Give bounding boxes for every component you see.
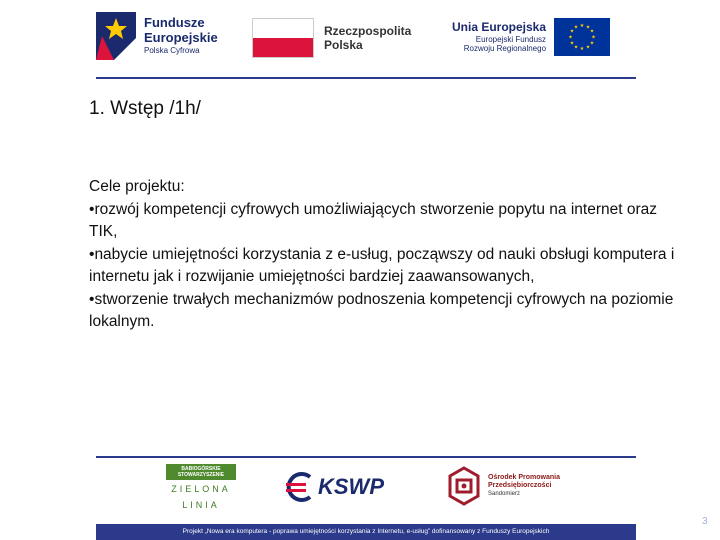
rp-line1: Rzeczpospolita bbox=[324, 23, 412, 38]
opp-emblem-icon bbox=[446, 466, 482, 506]
opp-line1: Ośrodek Promowania bbox=[488, 473, 560, 481]
bullet-2 bbox=[89, 244, 689, 289]
footer-divider bbox=[96, 456, 636, 458]
svg-text:★: ★ bbox=[569, 40, 575, 47]
opp-line3: Sandomierz bbox=[488, 491, 521, 497]
svg-text:★: ★ bbox=[579, 46, 585, 52]
zl-band-line2: STOWARZYSZENIE bbox=[177, 472, 225, 478]
kswp-word: KSWP bbox=[318, 474, 384, 499]
zl-name-line2: LINIA bbox=[182, 499, 220, 510]
bullet-1-text: rozwój kompetencji cyfrowych umożliwiających stworzenie popytu na internet oraz TIK, bbox=[89, 200, 657, 240]
opp-line2: Przedsiębiorczości bbox=[488, 482, 552, 490]
ue-line1: Unia Europejska bbox=[452, 20, 547, 35]
intro-text: Cele projektu: bbox=[89, 178, 185, 195]
footer-bar: Projekt „Nowa era komputera - poprawa umiejętności korzystania z Internetu, e-usług” dofinansowany z Funduszy Europejskich bbox=[96, 524, 636, 540]
footer-logos bbox=[96, 462, 636, 520]
zl-name-line1: ZIELONA bbox=[171, 484, 231, 494]
svg-text:★: ★ bbox=[569, 28, 575, 35]
rp-line2: Polska bbox=[324, 38, 363, 52]
svg-text:★: ★ bbox=[568, 34, 573, 41]
fe-line2: Europejskie bbox=[144, 29, 218, 45]
slide-body bbox=[89, 176, 689, 334]
fe-line3: Polska Cyfrowa bbox=[144, 45, 200, 55]
header-divider bbox=[96, 77, 636, 79]
polish-flag-icon bbox=[252, 18, 314, 58]
bullet-3-text: stworzenie trwałych mechanizmów podnoszenia kompetencji cyfrowych na poziomie lokalnym. bbox=[89, 290, 674, 330]
svg-text:★: ★ bbox=[585, 24, 591, 31]
bullet-3 bbox=[89, 289, 689, 334]
ue-line3: Rozwoju Regionalnego bbox=[463, 44, 547, 54]
fe-star-icon bbox=[96, 12, 136, 60]
zl-band bbox=[166, 464, 236, 480]
eu-flag-icon bbox=[554, 18, 610, 56]
euro-sign-icon bbox=[282, 470, 316, 504]
bullet-2-text: nabycie umiejętności korzystania z e-usług, począwszy od nauki obsługi komputera i internetu jak i rozwijanie umiejętności bardziej zaawansowanych, bbox=[89, 245, 675, 285]
unia-europejska-logo bbox=[452, 18, 610, 56]
kswp-logo bbox=[282, 470, 384, 504]
fe-line1: Fundusze bbox=[144, 15, 205, 31]
svg-text:★: ★ bbox=[573, 24, 579, 31]
opp-logo bbox=[446, 466, 560, 506]
zielona-linia-logo bbox=[166, 464, 236, 518]
fundusze-europejskie-logo bbox=[96, 12, 218, 60]
rzeczpospolita-logo bbox=[252, 18, 411, 58]
bullet-1 bbox=[89, 199, 689, 244]
svg-text:★: ★ bbox=[579, 23, 585, 29]
svg-text:★: ★ bbox=[591, 34, 596, 41]
svg-text:★: ★ bbox=[573, 44, 579, 51]
zl-band-line1: BABIOGÓRSKIE bbox=[181, 466, 221, 472]
ue-line2: Europejski Fundusz bbox=[475, 34, 547, 44]
svg-text:★: ★ bbox=[585, 44, 591, 51]
svg-text:★: ★ bbox=[589, 28, 595, 35]
svg-text:★: ★ bbox=[589, 40, 595, 47]
page-number: 3 bbox=[702, 516, 708, 527]
slide-title: 1. Wstęp /1h/ bbox=[89, 98, 201, 119]
header-logos bbox=[0, 0, 720, 78]
